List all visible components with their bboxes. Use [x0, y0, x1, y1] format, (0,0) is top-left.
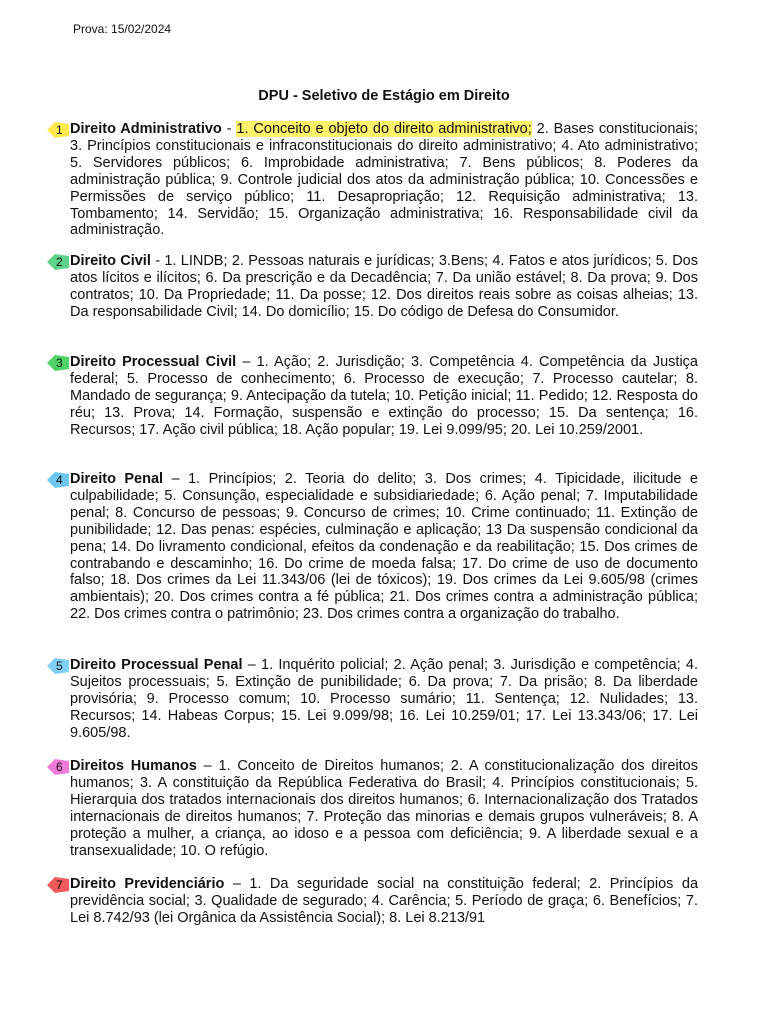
section-number-marker: [45, 470, 71, 490]
section-heading: Direito Previdenciário: [70, 876, 225, 892]
highlighted-topic: 1. Conceito e objeto do direito administrativo;: [236, 121, 532, 137]
section-direito-penal: Direito Penal – 1. Princípios; 2. Teoria do delito; 3. Dos crimes; 4. Tipicidade, ilicitude e culpabilidade; 5. Consunção, especialidade e subsidiariedade; 6. Ação penal; 7. Imputabilidade penal; 8. Concurso de pessoas; 9. Concurso de crimes; 10. Crime continuado; 11. Extinção de punibilidade; 12. Das penas: espécies, culminação e aplicação; 13 Da suspensão condicional da pena; 14. Do livramento condicional, efeitos da condenação e da reabilitação; 15. Dos crimes de contrabando e descaminho; 16. Do crime de moeda falsa; 17. Do crime de uso de documento falso; 18. Dos crimes da Lei 11.343/06 (lei de tóxicos); 19. Dos crimes da Lei 9.605/98 (crimes ambientais); 20. Dos crimes contra a fé pública; 21. Dos crimes contra a administração pública; 22. Dos crimes contra o patrimônio; 23. Dos crimes contra a organização do trabalho.: [70, 471, 698, 623]
document-title: DPU - Seletivo de Estágio em Direito: [258, 88, 510, 104]
section-number-marker: [45, 757, 71, 777]
section-number-marker: [45, 252, 71, 272]
section-number: 5: [56, 659, 63, 673]
section-heading: Direitos Humanos: [70, 758, 197, 774]
section-number: 3: [56, 356, 63, 370]
section-number-marker: [45, 656, 71, 676]
section-number: 2: [56, 255, 63, 269]
section-direito-administrativo: Direito Administrativo - 1. Conceito e objeto do direito administrativo; 2. Bases constitucionais; 3. Princípios constitucionais e infraconstitucionais do direito administrativo; 4. Ato administrativo; 5. Servidores públicos; 6. Improbidade administrativa; 7. Bens públicos; 8. Poderes da administração pública; 9. Controle judicial dos atos da administração pública; 10. Concessões e Permissões de serviço público; 11. Desapropriação; 12. Requisição administrativa; 13. Tombamento; 14. Servidão; 15. Organização administrativa; 16. Responsabilidade civil da administração.: [70, 121, 698, 239]
section-body: 1. LINDB; 2. Pessoas naturais e jurídicas; 3.Bens; 4. Fatos e atos jurídicos; 5. Dos atos lícitos e ilícitos; 6. Da prescrição e da Decadência; 7. Da união estável; 8. Da prova; 9. Dos contratos; 10. Da Propriedade; 11. Da posse; 12. Dos direitos reais sobre as coisas alheias; 13. Da responsabilidade Civil; 14. Do domicílio; 15. Do código de Defesa do Consumidor.: [70, 253, 698, 320]
section-heading: Direito Processual Civil: [70, 354, 237, 370]
section-number: 1: [56, 123, 63, 137]
section-heading: Direito Civil: [70, 253, 151, 269]
section-heading: Direito Penal: [70, 471, 164, 487]
section-body: 1. Ação; 2. Jurisdição; 3. Competência 4. Competência da Justiça federal; 5. Processo de conhecimento; 6. Processo de execução; 7. Processo cautelar; 8. Mandado de segurança; 9. Antecipação da tutela; 10. Petição inicial; 11. Pedido; 12. Resposta do réu; 13. Prova; 14. Formação, suspensão e extinção do processo; 15. Da sentença; 16. Recursos; 17. Ação civil pública; 18. Ação popular; 19. Lei 9.099/95; 20. Lei 10.259/2001.: [70, 354, 698, 438]
section-heading: Direito Administrativo: [70, 121, 222, 137]
section-body: 2. Bases constitucionais; 3. Princípios constitucionais e infraconstitucionais do direito administrativo; 4. Ato administrativo; 5. Servidores públicos; 6. Improbidade administrativa; 7. Bens públicos; 8. Poderes da administração pública; 9. Controle judicial dos atos da administração pública; 10. Concessões e Permissões de serviço público; 11. Desapropriação; 12. Requisição administrativa; 13. Tombamento; 14. Servidão; 15. Organização administrativa; 16. Responsabilidade civil da administração.: [70, 121, 698, 239]
section-body: 1. Inquérito policial; 2. Ação penal; 3. Jurisdição e competência; 4. Sujeitos processuais; 5. Extinção de punibilidade; 6. Da prova; 7. Da prisão; 8. Da liberdade provisória; 9. Processo comum; 10. Processo sumário; 11. Sentença; 12. Nulidades; 13. Recursos; 14. Habeas Corpus; 15. Lei 9.099/98; 16. Lei 10.259/01; 17. Lei 13.343/06; 17. Lei 9.605/98.: [70, 657, 698, 741]
section-number: 7: [56, 878, 63, 892]
section-body: 1. Princípios; 2. Teoria do delito; 3. Dos crimes; 4. Tipicidade, ilicitude e culpabilidade; 5. Consunção, especialidade e subsidiariedade; 6. Ação penal; 7. Imputabilidade penal; 8. Concurso de pessoas; 9. Concurso de crimes; 10. Crime continuado; 11. Extinção de punibilidade; 12. Das penas: espécies, culminação e aplicação; 13 Da suspensão condicional da pena; 14. Do livramento condicional, efeitos da condenação e da reabilitação; 15. Dos crimes de contrabando e descaminho; 16. Do crime de moeda falsa; 17. Do crime de uso de documento falso; 18. Dos crimes da Lei 11.343/06 (lei de tóxicos); 19. Dos crimes da Lei 9.605/98 (crimes ambientais); 20. Dos crimes contra a fé pública; 21. Dos crimes contra a administração pública; 22. Dos crimes contra o patrimônio; 23. Dos crimes contra a organização do trabalho.: [70, 471, 698, 623]
exam-date: Prova: 15/02/2024: [73, 22, 172, 36]
section-number: 6: [56, 760, 63, 774]
section-direitos-humanos: Direitos Humanos – 1. Conceito de Direitos humanos; 2. A constitucionalização dos direitos humanos; 3. A constituição da República Federativa do Brasil; 4. Princípios constitucionais; 5. Hierarquia dos tratados internacionais dos direitos humanos; 6. Internacionalização dos Tratados internacionais de direitos humanos; 7. Proteção das minorias e demais grupos vulneráveis; 8. A proteção a mulher, a criança, ao idoso e a pessoa com deficiência; 9. A liberdade sexual e a transexualidade; 10. O refúgio.: [70, 758, 698, 859]
section-number-marker: [45, 353, 71, 373]
section-body: 1. Da seguridade social na constituição federal; 2. Princípios da previdência social; 3. Qualidade de segurado; 4. Carência; 5. Período de graça; 6. Benefícios; 7. Lei 8.742/93 (lei Orgânica da Assistência Social); 8. Lei 8.213/91: [70, 876, 699, 926]
section-direito-processual-civil: Direito Processual Civil – 1. Ação; 2. Jurisdição; 3. Competência 4. Competência da Justiça federal; 5. Processo de conhecimento; 6. Processo de execução; 7. Processo cautelar; 8. Mandado de segurança; 9. Antecipação da tutela; 10. Petição inicial; 11. Pedido; 12. Resposta do réu; 13. Prova; 14. Formação, suspensão e extinção do processo; 15. Da sentença; 16. Recursos; 17. Ação civil pública; 18. Ação popular; 19. Lei 9.099/95; 20. Lei 10.259/2001.: [70, 354, 698, 438]
section-direito-previdenciario: Direito Previdenciário – 1. Da seguridade social na constituição federal; 2. Princípios da previdência social; 3. Qualidade de segurado; 4. Carência; 5. Período de graça; 6. Benefícios; 7. Lei 8.742/93 (lei Orgânica da Assistência Social); 8. Lei 8.213/91: [70, 876, 699, 926]
section-number: 4: [56, 473, 63, 487]
section-direito-civil: Direito Civil - 1. LINDB; 2. Pessoas naturais e jurídicas; 3.Bens; 4. Fatos e atos jurídicos; 5. Dos atos lícitos e ilícitos; 6. Da prescrição e da Decadência; 7. Da união estável; 8. Da prova; 9. Dos contratos; 10. Da Propriedade; 11. Da posse; 12. Dos direitos reais sobre as coisas alheias; 13. Da responsabilidade Civil; 14. Do domicílio; 15. Do código de Defesa do Consumidor.: [70, 253, 698, 320]
section-direito-processual-penal: Direito Processual Penal – 1. Inquérito policial; 2. Ação penal; 3. Jurisdição e competência; 4. Sujeitos processuais; 5. Extinção de punibilidade; 6. Da prova; 7. Da prisão; 8. Da liberdade provisória; 9. Processo comum; 10. Processo sumário; 11. Sentença; 12. Nulidades; 13. Recursos; 14. Habeas Corpus; 15. Lei 9.099/98; 16. Lei 10.259/01; 17. Lei 13.343/06; 17. Lei 9.605/98.: [70, 657, 698, 741]
section-number-marker: [45, 875, 71, 895]
section-body: 1. Conceito de Direitos humanos; 2. A constitucionalização dos direitos humanos; 3. A constituição da República Federativa do Brasil; 4. Princípios constitucionais; 5. Hierarquia dos tratados internacionais dos direitos humanos; 6. Internacionalização dos Tratados internacionais de direitos humanos; 7. Proteção das minorias e demais grupos vulneráveis; 8. A proteção a mulher, a criança, ao idoso e a pessoa com deficiência; 9. A liberdade sexual e a transexualidade; 10. O refúgio.: [70, 758, 698, 859]
section-number-marker: [45, 120, 71, 140]
section-heading: Direito Processual Penal: [70, 657, 243, 673]
